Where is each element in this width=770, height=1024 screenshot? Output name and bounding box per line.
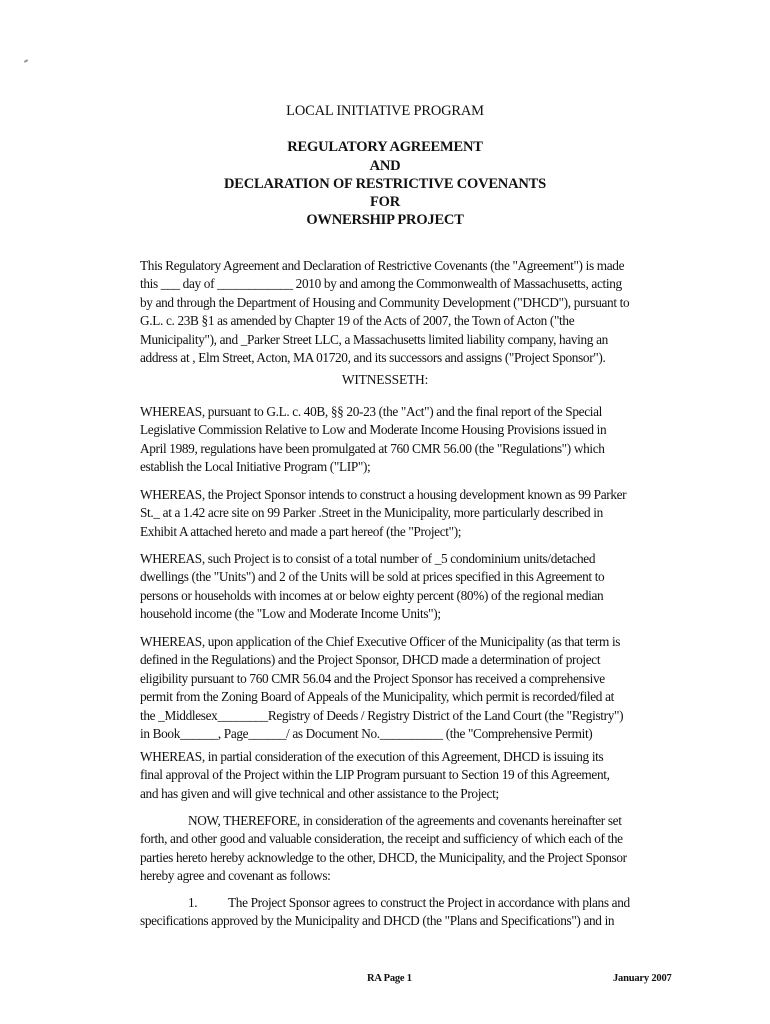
title-line-5: OWNERSHIP PROJECT — [306, 212, 464, 228]
whereas-line: in Book______, Page______/ as Document No.__________ (the "Comprehensive Permit) — [140, 726, 593, 742]
intro-line: address at , Elm Street, Acton, MA 01720, and its successors and assigns ("Project Sponsor"). — [140, 350, 606, 366]
title-line-1: REGULATORY AGREEMENT — [287, 139, 483, 155]
whereas-paragraph-4 — [140, 633, 665, 743]
title-line-3: DECLARATION OF RESTRICTIVE COVENANTS — [224, 176, 546, 192]
witnesseth-heading: WITNESSETH: — [341, 372, 429, 387]
now-therefore-paragraph — [140, 812, 665, 886]
whereas-line: WHEREAS, the Project Sponsor intends to construct a housing development known as 99 Parker — [140, 487, 627, 502]
whereas-line: WHEREAS, upon application of the Chief Executive Officer of the Municipality (as that term is — [140, 634, 621, 649]
whereas-paragraph-5 — [140, 748, 665, 803]
intro-line: Municipality"), and _Parker Street LLC, a Massachusetts limited liability company, having an — [140, 331, 608, 347]
whereas-line: eligibility pursuant to 760 CMR 56.04 and the Project Sponsor has received a comprehensive — [140, 670, 605, 686]
whereas-paragraph-3 — [140, 550, 665, 624]
whereas-line: April 1989, regulations have been promulgated at 760 CMR 56.00 (the "Regulations") which — [140, 440, 605, 456]
section-1-line: The Project Sponsor agrees to construct the Project in accordance with plans and — [228, 895, 630, 910]
whereas-line: defined in the Regulations) and the Project Sponsor, DHCD made a determination of project — [140, 652, 601, 668]
whereas-line: WHEREAS, in partial consideration of the execution of this Agreement, DHCD is issuing its — [140, 749, 604, 764]
whereas-line: persons or households with incomes at or below eighty percent (80%) of the regional median — [140, 587, 604, 603]
intro-line: this ___ day of ____________ 2010 by and among the Commonwealth of Massachusetts, acting — [140, 276, 622, 292]
now-therefore-line: hereby agree and covenant as follows: — [140, 868, 331, 884]
whereas-line: and has given and will give technical and other assistance to the Project; — [140, 785, 499, 801]
page-number: RA Page 1 — [367, 973, 412, 984]
whereas-line: final approval of the Project within the LIP Program pursuant to Section 19 of this Agreement, — [140, 767, 610, 783]
whereas-line: permit from the Zoning Board of Appeals of the Municipality, which permit is recorded/filed at — [140, 689, 614, 705]
intro-paragraph — [140, 257, 665, 367]
now-therefore-line: parties hereto hereby acknowledge to the other, DHCD, the Municipality, and the Project Sponsor — [140, 849, 627, 865]
whereas-line: dwellings (the "Units") and 2 of the Units will be sold at prices specified in this Agreement to — [140, 569, 605, 585]
whereas-line: establish the Local Initiative Program ("LIP"); — [140, 459, 371, 475]
now-therefore-line: NOW, THEREFORE, in consideration of the agreements and covenants hereinafter set — [188, 813, 622, 828]
whereas-line: WHEREAS, such Project is to consist of a total number of _5 condominium units/detached — [140, 551, 596, 566]
whereas-line: WHEREAS, pursuant to G.L. c. 40B, §§ 20-23 (the "Act") and the final report of the Special — [140, 404, 602, 419]
whereas-line: Exhibit A attached hereto and made a part hereof (the "Project"); — [140, 523, 462, 539]
now-therefore-line: forth, and other good and valuable consideration, the receipt and sufficiency of which each of the — [140, 831, 623, 847]
title-line-4: FOR — [369, 194, 400, 210]
whereas-line: St._ at a 1.42 acre site on 99 Parker .Street in the Municipality, more particularly described in — [140, 505, 603, 521]
intro-line: This Regulatory Agreement and Declaration of Restrictive Covenants (the "Agreement") is made — [140, 258, 625, 273]
whereas-paragraph-1 — [140, 403, 665, 477]
whereas-paragraph-2 — [140, 486, 665, 541]
whereas-line: Legislative Commission Relative to Low and Moderate Income Housing Provisions issued in — [140, 422, 607, 438]
intro-line: G.L. c. 23B §1 as amended by Chapter 19 of the Acts of 2007, the Town of Acton ("the — [140, 313, 575, 329]
title-line-2: AND — [369, 158, 401, 174]
intro-line: by and through the Department of Housing and Community Development ("DHCD"), pursuant to — [140, 294, 630, 310]
footer-date: January 2007 — [613, 973, 672, 984]
section-1-paragraph — [140, 894, 665, 931]
scan-speck — [24, 59, 28, 63]
section-number: 1. — [188, 895, 198, 910]
whereas-line: household income (the "Low and Moderate Income Units"); — [140, 606, 441, 622]
program-heading: LOCAL INITIATIVE PROGRAM — [286, 103, 484, 119]
whereas-line: the _Middlesex________Registry of Deeds / Registry District of the Land Court (the "Registry") — [140, 707, 624, 723]
section-1-first-line — [140, 894, 665, 912]
section-1-line: specifications approved by the Municipality and DHCD (the "Plans and Specifications") and in — [140, 913, 615, 929]
